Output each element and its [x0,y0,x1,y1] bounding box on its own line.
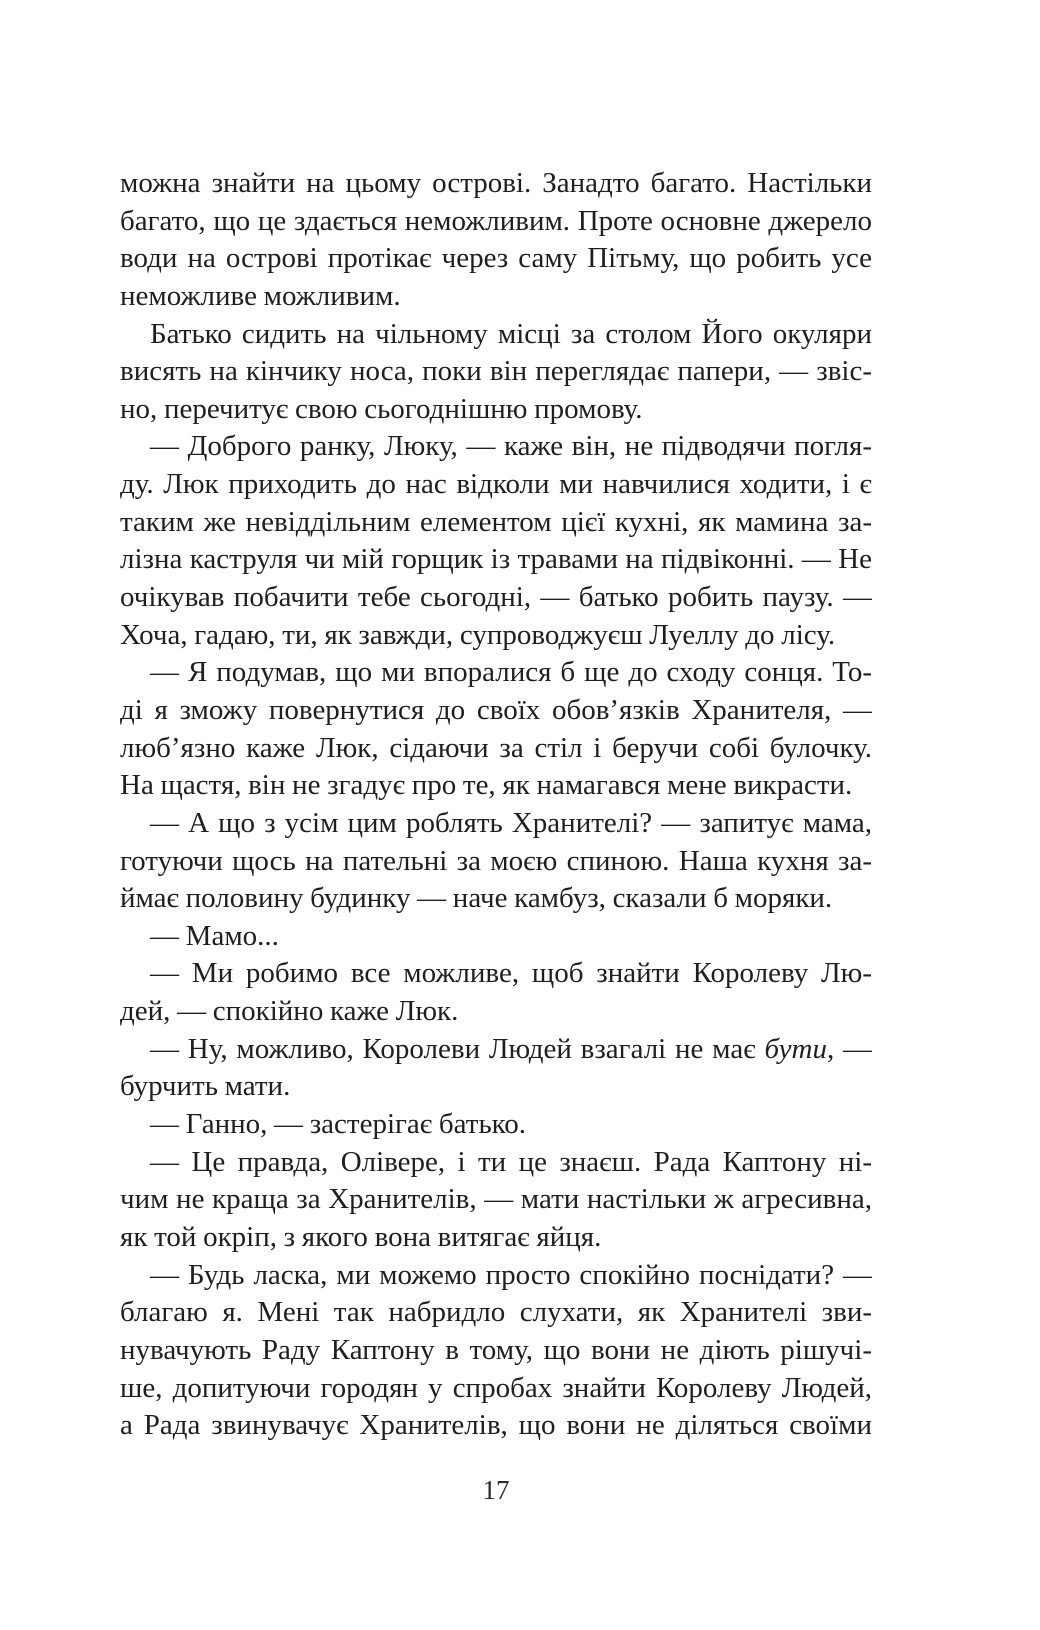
paragraph [120,428,872,654]
text-line: дей, — спокійно каже Люк. [120,995,459,1028]
text-line: бурчить мати. [120,1070,291,1103]
text-line: висять на кінчику носа, поки він переглядає папери, — звіс- [120,355,872,388]
text-line: багато, що це здається неможливим. Проте основне джерело [120,204,872,237]
text-line: ді я зможу повернутися до своїх обов’язків Хранителя, — [120,693,872,726]
text-line: а Рада звинувачує Хранителів, що вони не діляться своїми [120,1409,872,1442]
paragraph [120,654,872,805]
paragraph [120,1031,872,1106]
text-line: ду. Люк приходить до нас відколи ми навчилися ходити, і є [120,468,872,501]
paragraph [120,1257,872,1445]
text-line: но, перечитує свою сьогоднішню промову. [120,392,643,425]
text-line: — Ганно, — застерігає батько. [150,1108,527,1141]
paragraph [120,165,872,316]
text-line: води на острові протікає через саму Пітьму, що робить усе [120,242,872,275]
text-line: чим не краща за Хранителів, — мати настільки ж агресивна, [120,1183,872,1216]
text-line: очікував побачити тебе сьогодні, — батько робить паузу. — [120,581,872,614]
text-line: лізна каструля чи мій горщик із травами на підвіконні. — Не [120,543,872,576]
text-line: можна знайти на цьому острові. Занадто багато. Настільки [120,167,872,199]
text-line: — А що з усім цим роблять Хранителі? — запитує мама, [150,806,872,839]
text-line: неможливе можливим. [120,279,401,312]
text-line: — Доброго ранку, Люку, — каже він, не підводячи погля- [150,430,872,463]
text-line: ймає половину будинку — наче камбуз, сказали б моряки. [120,882,833,915]
paragraph [120,1106,872,1144]
text-line: люб’язно каже Люк, сідаючи за стіл і беручи собі булочку. [120,731,872,764]
text-line: — Будь ласка, ми можемо просто спокійно поснідати? — [150,1258,872,1291]
text-line: — Ну, можливо, Королеви Людей взагалі не має бути, — [150,1032,872,1065]
text-line: Хоча, гадаю, ти, як завжди, супроводжуєш Луеллу до лісу. [120,618,836,651]
text-line: На щастя, він не згадує про те, як намагався мене викрасти. [120,769,853,802]
text-line: ше, допитуючи городян у спробах знайти Королеву Людей, [120,1371,872,1404]
text-line: таким же невіддільним елементом цієї кухні, як мамина за- [120,505,872,538]
text-line: — Я подумав, що ми впоралися б ще до сходу сонця. То- [150,656,872,689]
paragraph [120,316,872,429]
text-line: благаю я. Мені так набридло слухати, як Хранителі зви- [120,1296,872,1329]
text-line: Батько сидить на чільному місці за столом Його окуляри [150,317,872,350]
text-line: — Ми робимо все можливе, щоб знайти Королеву Лю- [150,957,872,990]
paragraph [120,955,872,1030]
text-line: нувачують Раду Каптону в тому, що вони не діють рішучі- [120,1333,872,1366]
paragraph [120,805,872,918]
text-line: — Мамо... [150,919,279,952]
page-text-block [120,165,872,1445]
paragraph [120,1144,872,1257]
text-line: готуючи щось на пательні за моєю спиною. Наша кухня за- [120,844,872,877]
page-number: 17 [482,1475,510,1505]
text-line: як той окріп, з якого вона витягає яйця. [120,1220,602,1253]
paragraph [120,918,872,956]
text-line: — Це правда, Олівере, і ти це знаєш. Рада Каптону ні- [150,1145,872,1178]
